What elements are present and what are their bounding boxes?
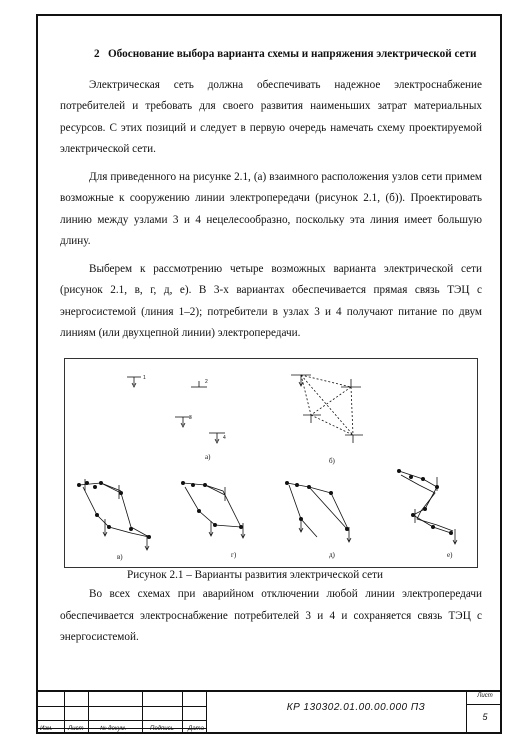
paragraph-3: Выберем к рассмотрению четыре возможных варианта электрической сети (рисунок 2.1, в, г, д, е). В 3-х вариантах обеспечивается прямая связь ТЭЦ с энергосистемой (линия 1–2); потребители в узлах 3 и 4 получают питание по двум линиям (или двухцепной линии) электропередачи. (60, 262, 482, 339)
stamp-col-date: Дата (188, 726, 204, 732)
paragraph-2: Для приведенного на рисунке 2.1, (а) взаимного расположения узлов сети примем возможные к сооружению линии электропередачи (рисунок 2.1, (б)). Проектировать линию между узлами 3 и 4 нецелесообразно, поскольку эта линия имеет большую длину. (60, 170, 482, 247)
paragraph-1: Электрическая сеть должна обеспечивать надежное электроснабжение потребителей и требовать для своего развития наименьших затрат материальных ресурсов. С этих позиций и следует в первую очередь намечать схему проектируемой электрической сети. (60, 78, 482, 155)
panel-label-c: в) (117, 553, 123, 561)
panel-d-scheme (183, 483, 245, 538)
node-label-1a: 1 (143, 375, 146, 381)
title-block (36, 690, 502, 734)
stamp-line (36, 720, 206, 721)
panel-c-scheme (79, 479, 149, 550)
stamp-col-izm: Изм. (40, 726, 53, 732)
panel-label-a: а) (205, 453, 211, 461)
panel-b-lines (291, 375, 363, 443)
panel-label-e: д) (329, 551, 335, 559)
stamp-line (88, 692, 89, 734)
stamp-col-doc: № докум. (100, 726, 127, 732)
stamp-line (64, 692, 65, 734)
closing-text (60, 584, 482, 649)
stamp-col-list: Лист (68, 726, 84, 732)
stamp-col-sign: Подпись (150, 726, 174, 732)
panel-e-scheme (287, 483, 351, 542)
main-text (60, 44, 482, 351)
node-label-2a: 2 (205, 379, 208, 385)
stamp-line (466, 692, 467, 734)
stamp-line (466, 704, 500, 705)
figure-caption: Рисунок 2.1 – Варианты развития электрической сети (127, 569, 383, 581)
sheet-number: 5 (482, 712, 488, 722)
section-number: 2 (94, 48, 100, 60)
panel-label-b: б) (329, 457, 335, 465)
stamp-line (206, 692, 207, 734)
node-label-4a: 4 (223, 435, 226, 441)
panel-label-d: г) (231, 551, 237, 559)
stamp-line (36, 706, 206, 707)
stamp-line (142, 692, 143, 734)
panel-a-nodes (127, 377, 225, 443)
stamp-line (182, 692, 183, 734)
node-label-3a: 3 (189, 415, 192, 421)
figure-network-variants (64, 358, 478, 568)
network-diagram (65, 359, 479, 569)
section-heading (60, 44, 482, 66)
document-code: КР 130302.01.00.00.000 ПЗ (286, 702, 426, 713)
panel-f-scheme (399, 471, 457, 544)
sheet-label: Лист (477, 693, 493, 699)
paragraph-4: Во всех схемах при аварийном отключении любой линии электропередачи обеспечивается электроснабжение потребителей 3 и 4 и сохраняется связь ТЭЦ с энергосистемой. (60, 588, 482, 643)
panel-label-f: е) (447, 551, 453, 559)
section-title: Обоснование выбора варианта схемы и напряжения электрической сети (107, 48, 477, 60)
